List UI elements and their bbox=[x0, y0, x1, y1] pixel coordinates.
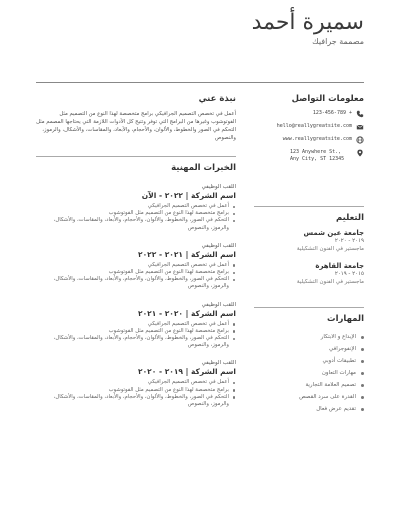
job-bullet: التحكم في الصور، والخطوط، والألوان، والأحجام، والأبعاد، والمقاسات، والأشكال، والرموز، والنصوص bbox=[36, 217, 236, 231]
skill-item: تطبيقات أدوبي bbox=[254, 358, 364, 364]
job-bullet: التحكم في الصور، والخطوط، والألوان، والأحجام، والأبعاد، والمقاسات، والأشكال، والرموز، والنصوص bbox=[36, 335, 236, 349]
job-bullets bbox=[36, 321, 236, 350]
education-title: التعليم bbox=[336, 213, 364, 223]
job-bullet: برامج متخصصة لهذا النوع من التصميم مثل الفوتوشوب bbox=[36, 387, 236, 394]
job-company: اسم الشركة | ٢٠١٩ - ٢٠٢٠ bbox=[138, 367, 236, 377]
job-bullets bbox=[36, 379, 236, 408]
job-bullet: أعمل في تخصص التصميم الجرافيكي bbox=[36, 321, 236, 328]
education-years: ٢٠١٥ - ٢٠١٩ bbox=[334, 271, 364, 277]
header-divider bbox=[36, 82, 364, 83]
main-column bbox=[36, 94, 236, 408]
contact-website bbox=[254, 136, 364, 144]
job-bullet: برامج متخصصة لهذا النوع من التصميم مثل الفوتوشوب bbox=[36, 269, 236, 276]
phone-icon bbox=[356, 110, 364, 118]
education-item bbox=[254, 262, 364, 285]
person-name: سميرة أحمد bbox=[251, 10, 364, 35]
job-bullet: أعمل في تخصص التصميم الجرافيكي bbox=[36, 379, 236, 386]
job-bullet: أعمل في تخصص التصميم الجرافيكي bbox=[36, 203, 236, 210]
location-pin-icon bbox=[356, 149, 364, 157]
job-company: اسم الشركة | ٢٠٢١ - ٢٠٢٢ bbox=[138, 249, 236, 259]
job-entry bbox=[36, 184, 236, 232]
experience-rule bbox=[36, 156, 236, 157]
job-bullet: أعمل في تخصص التصميم الجرافيكي bbox=[36, 262, 236, 269]
globe-icon bbox=[356, 136, 364, 144]
job-bullets bbox=[36, 203, 236, 232]
education-rule bbox=[254, 206, 364, 207]
education-university: جامعة القاهرة bbox=[315, 262, 364, 270]
job-bullet: التحكم في الصور، والخطوط، والألوان، والأحجام، والأبعاد، والمقاسات، والأشكال، والرموز، والنصوص bbox=[36, 394, 236, 408]
website-text[interactable]: www.reallygreatsite.com bbox=[282, 136, 352, 142]
address-text: 123 Anywhere St., Any City, ST 12345 bbox=[290, 149, 345, 162]
skill-item: الإنفوجرافي bbox=[254, 346, 364, 352]
education-item bbox=[254, 229, 364, 252]
skill-item: القدرة على سرد القصص bbox=[254, 394, 364, 400]
education-university: جامعة عين شمس bbox=[303, 229, 364, 237]
job-title: اللقب الوظيفي bbox=[201, 360, 236, 367]
resume-header bbox=[252, 10, 364, 46]
sidebar-column bbox=[254, 94, 364, 418]
job-entry bbox=[36, 243, 236, 291]
job-bullet: التحكم في الصور، والخطوط، والألوان، والأحجام، والأبعاد، والمقاسات، والأشكال، والرموز، والنصوص bbox=[36, 276, 236, 290]
contact-phone bbox=[254, 110, 364, 118]
phone-text: 123-456-789 + bbox=[312, 110, 352, 116]
skill-item: تقديم عرض فعال bbox=[254, 406, 364, 412]
job-bullets bbox=[36, 262, 236, 291]
about-text: أعمل في تخصص التصميم الجرافيكي برامج متخصصة لهذا النوع من التصميم مثل الفوتوشوب وغيرها من البرامج التي توفر وتتيح كل الأدوات اللازمة التي يحتاجها المصمم مثل التحكم في الصور والخطوط، والألوان، والأحجام، والأبعاد، والمقاسات، والأشكال، والرموز، والنصوص bbox=[36, 111, 236, 141]
about-title: نبذة عني bbox=[198, 94, 236, 104]
skill-item: تصميم العلامة التجارية bbox=[254, 382, 364, 388]
education-years: ٢٠١٩ - ٢٠٢٠ bbox=[334, 238, 364, 244]
job-entry bbox=[36, 360, 236, 408]
contact-email bbox=[254, 123, 364, 131]
contact-address bbox=[254, 149, 364, 163]
email-text[interactable]: hello@reallygreatsite.com bbox=[276, 123, 352, 129]
contact-title: معلومات التواصل bbox=[291, 94, 364, 104]
skill-item: مهارات التعاون bbox=[254, 370, 364, 376]
email-icon bbox=[356, 123, 364, 131]
job-company: اسم الشركة | ٢٠٢٠ - ٢٠٢١ bbox=[138, 308, 236, 318]
job-company: اسم الشركة | ٢٠٢٢ - الآن bbox=[141, 191, 236, 200]
job-title: اللقب الوظيفي bbox=[201, 184, 236, 190]
skill-item: الإبداع و الابتكار bbox=[254, 334, 364, 340]
education-degree: ماجستير في الفنون التشكيلية bbox=[296, 279, 364, 285]
skills-title: المهارات bbox=[327, 314, 364, 324]
skills-list bbox=[254, 334, 364, 412]
job-bullet: برامج متخصصة لهذا النوع من التصميم مثل الفوتوشوب bbox=[36, 328, 236, 335]
job-title: اللقب الوظيفي bbox=[201, 242, 236, 249]
skills-rule bbox=[254, 307, 364, 308]
experience-title: الخبرات المهنية bbox=[171, 163, 236, 173]
job-entry bbox=[36, 302, 236, 350]
job-bullet: برامج متخصصة لهذا النوع من التصميم مثل الفوتوشوب bbox=[36, 210, 236, 217]
person-role: مصممة جرافيك bbox=[312, 37, 364, 46]
job-title: اللقب الوظيفي bbox=[201, 301, 236, 308]
education-degree: ماجستير في الفنون التشكيلية bbox=[296, 246, 364, 252]
